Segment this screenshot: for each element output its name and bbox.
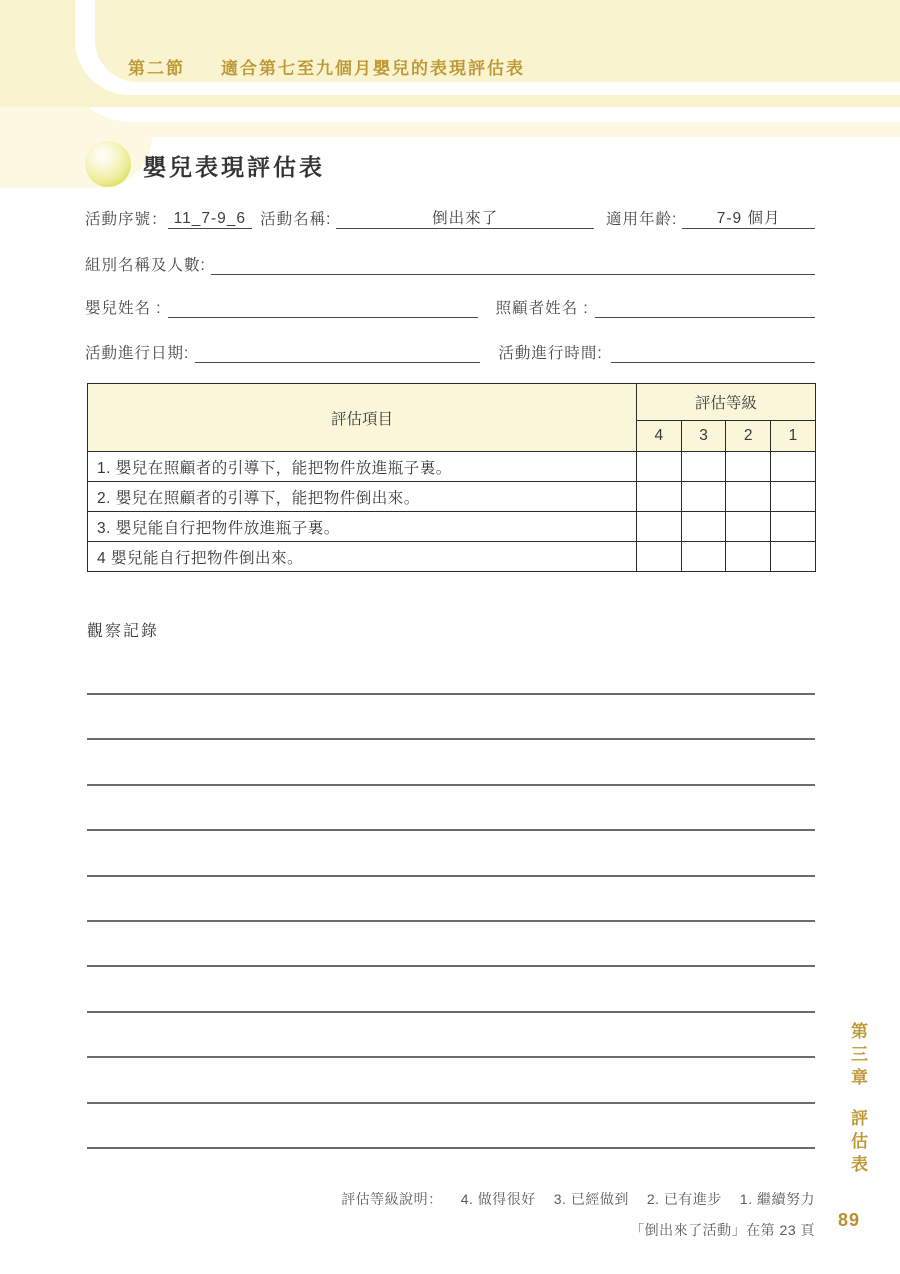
item-text [88,542,637,572]
ruled-line [87,1147,815,1149]
age-label: 適用年齡: [605,211,678,228]
item-text [88,512,637,542]
ruled-line [87,1102,815,1104]
score-cell [771,542,816,572]
activity-page-reference: 「倒出來了活動」在第 23 頁 [630,1222,815,1238]
grade-col-1: 1 [771,421,816,452]
table-row [88,542,816,572]
score-cell [637,482,682,512]
score-cell [771,512,816,542]
chapter-label: 評估表 [848,1109,867,1178]
activity-name-value: 倒出來了 [336,206,594,229]
age-value: 7-9 個月 [682,206,815,229]
grade-legend-item: 4. 做得很好 [460,1191,536,1207]
observation-ruled-lines [87,693,815,1153]
activity-no-label: 活動序號： [85,211,168,228]
grade-legend [341,1189,815,1209]
score-cell [726,482,771,512]
time-label: 活動進行時間: [498,345,603,362]
ruled-line [87,738,815,740]
score-cell [771,452,816,482]
score-cell [681,482,726,512]
activity-no-value: 11_7-9_6 [168,210,253,229]
infant-name-label: 嬰兒姓名 : [85,300,162,317]
section-label: 第二節 [128,59,185,78]
form-row-datetime [85,341,815,363]
grade-col-3: 3 [681,421,726,452]
ruled-line [87,829,815,831]
ruled-line [87,784,815,786]
score-cell [726,512,771,542]
ruled-line [87,875,815,877]
assessment-table [87,383,816,572]
ruled-line [87,965,815,967]
form-row-activity [85,206,815,229]
grade-legend-item: 1. 繼續努力 [739,1191,815,1207]
grade-header-cell: 評估等級 [637,384,816,421]
date-blank-line [195,362,480,363]
item-desc: 嬰兒能自行把物件倒出來。 [110,549,303,567]
item-no: 4 [97,549,107,567]
score-cell [726,542,771,572]
group-blank-line [211,274,815,275]
score-cell [637,512,682,542]
item-desc: 嬰兒在照顧者的引導下，能把物件倒出來。 [115,489,420,507]
grade-legend-item: 2. 已有進步 [646,1191,722,1207]
item-desc: 嬰兒能自行把物件放進瓶子裏。 [115,519,340,537]
ruled-line [87,920,815,922]
table-row [88,452,816,482]
grade-legend-label: 評估等級說明： [341,1191,443,1207]
activity-name-label: 活動名稱: [260,211,332,228]
page-title: 嬰兒表現評估表 [143,154,325,180]
page-number: 89 [838,1210,861,1230]
ruled-line [87,1011,815,1013]
item-no: 2. [97,489,111,507]
grade-col-2: 2 [726,421,771,452]
item-desc: 嬰兒在照顧者的引導下，能把物件放進瓶子裏。 [115,459,452,477]
table-row [88,482,816,512]
chapter-number: 第三章 [848,1022,867,1091]
chapter-side-tab [845,1022,870,1178]
section-title: 適合第七至九個月嬰兒的表現評估表 [221,59,525,78]
item-text [88,482,637,512]
header-band [0,0,900,200]
section-header [128,54,525,79]
infant-name-blank-line [168,317,478,318]
score-cell [637,452,682,482]
score-cell [726,452,771,482]
score-cell [681,542,726,572]
score-cell [681,512,726,542]
grade-legend-item: 3. 已經做到 [553,1191,629,1207]
table-row [88,512,816,542]
form-row-group [85,253,815,275]
item-header-cell: 評估項目 [88,384,637,452]
grade-col-4: 4 [637,421,682,452]
score-cell [681,452,726,482]
ruled-line [87,693,815,695]
score-cell [637,542,682,572]
item-text [88,452,637,482]
bubble-icon [85,141,131,187]
score-cell [771,482,816,512]
date-label: 活動進行日期: [85,345,190,362]
observation-label: 觀察記錄 [87,623,160,640]
form-row-names [85,296,815,318]
time-blank-line [611,362,815,363]
caregiver-name-blank-line [595,317,815,318]
item-no: 1. [97,459,111,477]
group-label: 組別名稱及人數: [85,257,206,274]
ruled-line [87,1056,815,1058]
caregiver-name-label: 照顧者姓名 : [495,300,589,317]
item-no: 3. [97,519,111,537]
